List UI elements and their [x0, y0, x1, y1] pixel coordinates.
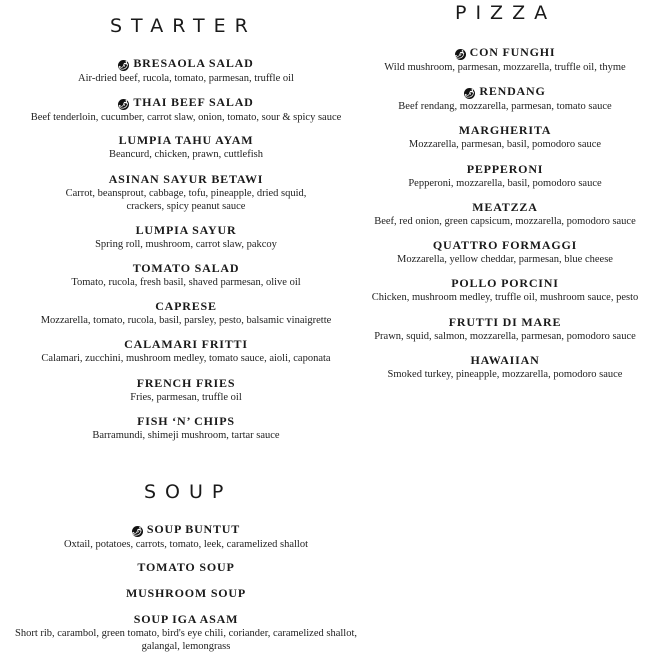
item-name: CALAMARI FRITTI — [124, 337, 248, 351]
chili-icon: 🌶︎ — [118, 61, 130, 70]
chili-icon: 🌶︎ — [464, 89, 476, 98]
menu-item — [366, 200, 644, 228]
item-name: SOUP IGA ASAM — [133, 612, 239, 626]
soup-title: SOUP — [144, 481, 233, 503]
item-name: SOUP BUNTUT — [146, 522, 241, 536]
item-description: Barramundi, shimeji mushroom, tartar sauce — [92, 430, 280, 441]
item-description: Mozzarella, parmesan, basil, pomodoro sauce — [408, 139, 602, 150]
pizza-section — [366, 0, 644, 400]
item-name: QUATTRO FORMAGGI — [432, 238, 578, 252]
menu-item — [0, 586, 372, 600]
item-description: Oxtail, potatoes, carrots, tomato, leek, caramelized shallot — [63, 539, 309, 550]
item-description: Mozzarella, tomato, rucola, basil, parsley, pesto, balsamic vinaigrette — [40, 315, 332, 326]
item-name: MEATZZA — [472, 200, 538, 214]
menu-item — [366, 353, 644, 381]
menu-item — [366, 45, 644, 74]
menu-item — [366, 315, 644, 343]
item-name: ASINAN SAYUR BETAWI — [108, 172, 264, 186]
item-description: Prawn, squid, salmon, mozzarella, parmesan, pomodoro sauce — [374, 331, 636, 342]
item-description: Calamari, zucchini, mushroom medley, tomato sauce, aioli, caponata — [41, 353, 331, 364]
item-description: Tomato, rucola, fresh basil, shaved parmesan, olive oil — [71, 277, 301, 288]
item-name: POLLO PORCINI — [451, 276, 559, 290]
item-description: Short rib, carambol, green tomato, bird's eye chili, coriander, caramelized shallot, — [14, 628, 357, 639]
item-description-line2: galangal, lemongrass — [141, 641, 231, 652]
pizza-title: PIZZA — [455, 2, 557, 24]
item-description: Mozzarella, yellow cheddar, parmesan, blue cheese — [397, 254, 613, 265]
chili-icon: 🌶︎ — [454, 50, 466, 59]
item-name: BRESAOLA SALAD — [133, 56, 254, 70]
item-description: Pepperoni, mozzarella, basil, pomodoro sauce — [408, 178, 602, 189]
item-name: LUMPIA SAYUR — [135, 223, 237, 237]
chili-icon: 🌶︎ — [131, 527, 143, 536]
item-description-line2: crackers, spicy peanut sauce — [126, 201, 246, 212]
item-name: PEPPERONI — [466, 162, 544, 176]
menu-item — [366, 162, 644, 190]
menu-item — [366, 84, 644, 113]
item-name: MUSHROOM SOUP — [125, 586, 247, 600]
item-description: Carrot, beansprout, cabbage, tofu, pineapple, dried squid, — [65, 188, 307, 199]
item-name: TOMATO SOUP — [137, 560, 235, 574]
menu-item — [366, 276, 644, 304]
menu-item — [366, 123, 644, 151]
item-name: TOMATO SALAD — [132, 261, 240, 275]
item-name: CON FUNGHI — [469, 45, 556, 59]
item-name: LUMPIA TAHU AYAM — [118, 133, 254, 147]
item-name: FRENCH FRIES — [136, 376, 236, 390]
item-description: Spring roll, mushroom, carrot slaw, pakcoy — [95, 239, 277, 250]
item-name: RENDANG — [479, 84, 546, 98]
item-description: Smoked turkey, pineapple, mozzarella, pomodoro sauce — [387, 369, 623, 380]
menu-item — [0, 560, 372, 574]
item-name: THAI BEEF SALAD — [133, 95, 254, 109]
item-description: Wild mushroom, parmesan, mozzarella, truffle oil, thyme — [384, 62, 626, 73]
menu-item — [0, 612, 372, 653]
starter-title: STARTER — [110, 15, 257, 37]
item-description: Beancurd, chicken, prawn, cuttlefish — [109, 149, 263, 160]
item-description: Beef rendang, mozzarella, parmesan, tomato sauce — [398, 101, 612, 112]
item-description: Beef, red onion, green capsicum, mozzarella, pomodoro sauce — [374, 216, 636, 227]
menu-item — [0, 522, 372, 551]
menu-item — [366, 238, 644, 266]
item-description: Fries, parmesan, truffle oil — [130, 392, 242, 403]
item-description: Air-dried beef, rucola, tomato, parmesan, truffle oil — [78, 73, 294, 84]
item-name: MARGHERITA — [458, 123, 552, 137]
item-description: Beef tenderloin, cucumber, carrot slaw, onion, tomato, sour & spicy sauce — [30, 112, 342, 123]
item-name: CAPRESE — [155, 299, 217, 313]
item-name: FISH ‘N’ CHIPS — [137, 414, 235, 428]
chili-icon: 🌶︎ — [118, 100, 130, 109]
item-name: FRUTTI DI MARE — [448, 315, 562, 329]
item-name: HAWAIIAN — [470, 353, 540, 367]
item-description: Chicken, mushroom medley, truffle oil, mushroom sauce, pesto — [371, 292, 639, 303]
